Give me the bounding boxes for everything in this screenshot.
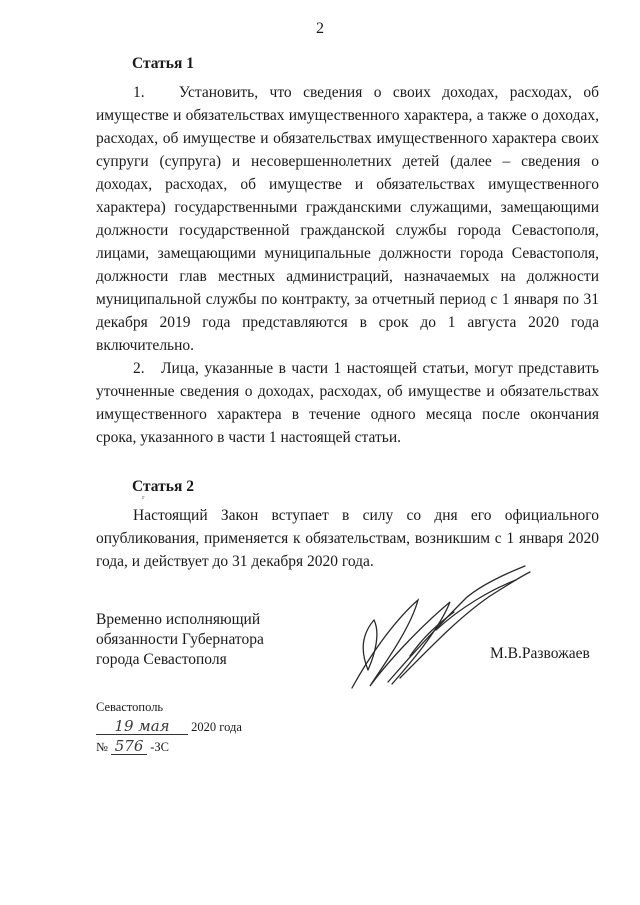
handwritten-signature <box>340 560 540 700</box>
article-1-heading: Статья 1 <box>132 55 194 72</box>
signatory-title-line-1: Временно исполняющий <box>96 611 261 628</box>
signatory-title-line-2: обязанности Губернатора <box>96 631 264 648</box>
article-1-paragraph-1: 1. Установить, что сведения о своих доходах, расходах, об имуществе и обязательствах имущественного характера, а также о доходах, расходах, об имуществе и обязательствах имущественного характера своих супруги (супруга) и несовершеннолетних детей (далее – сведения о доходах, расходах, об имуществе и обязательствах имущественного характера) государственными гражданскими служащими, замещающими должности государственной гражданской службы города Севастополя, лицами, замещающими муниципальные должности города Севастополя, должности глав местных администраций, назначаемых на должности муниципальной службы по контракту, за отчетный период с 1 января по 31 декабря 2019 года представляются в срок до 1 августа 2020 года включительно. <box>96 84 599 354</box>
city-label: Севастополь <box>96 700 164 714</box>
date-suffix: 2020 года <box>191 720 242 734</box>
place-and-date-block <box>96 697 242 757</box>
article-1-paragraph-2: 2. Лица, указанные в части 1 настоящей статьи, могут представить уточненные сведения о доходах, расходах, об имуществе и обязательствах имущественного характера в течение одного месяца после окончания срока, указанного в части 1 настоящей статьи. <box>96 360 599 446</box>
signatory-title-line-3: города Севастополя <box>96 651 227 668</box>
signatory-name: М.В.Развожаев <box>490 645 590 662</box>
stray-mark: ʳ <box>142 493 145 505</box>
number-suffix: -ЗС <box>150 740 169 754</box>
number-sign: № <box>96 740 108 754</box>
article-2-paragraph-1: Настоящий Закон вступает в силу со дня его официального опубликования, применяется к обязательствам, возникшим с 1 января 2020 года, и действует до 31 декабря 2020 года. <box>96 507 599 570</box>
date-line <box>96 717 242 737</box>
handwritten-date: 19 мая <box>96 718 188 735</box>
handwritten-number: 576 <box>111 738 147 755</box>
article-2-heading: Статья 2 <box>132 478 194 495</box>
law-number-line <box>96 737 242 757</box>
page-number: 2 <box>316 20 324 37</box>
signatory-title <box>96 610 264 670</box>
